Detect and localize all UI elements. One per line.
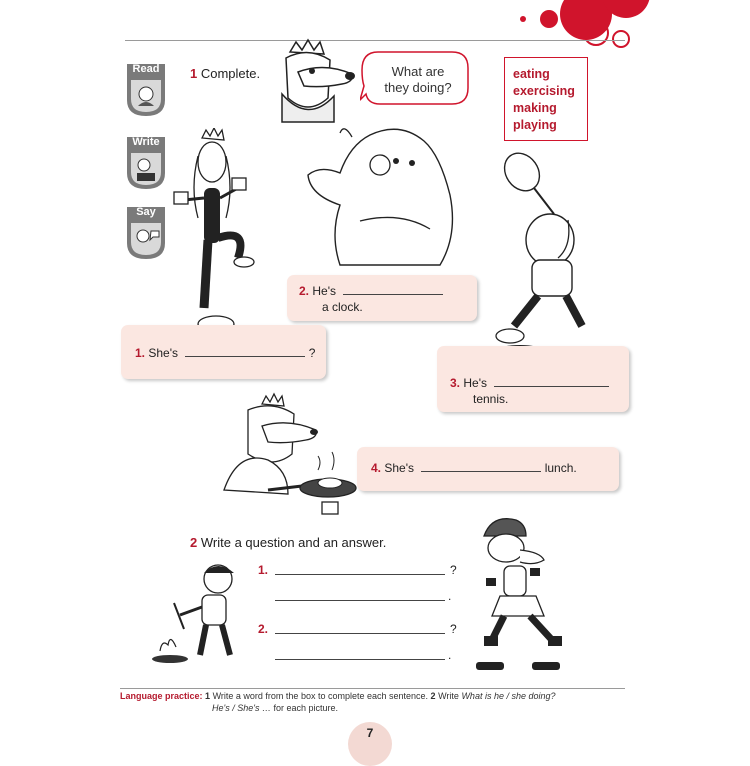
sentence-card-2 bbox=[287, 275, 477, 321]
answer-blank[interactable] bbox=[185, 355, 305, 357]
answer-line[interactable] bbox=[275, 600, 445, 601]
question-line[interactable] bbox=[275, 574, 445, 575]
word-box bbox=[504, 57, 588, 141]
exercise-1-title bbox=[190, 66, 260, 81]
skill-label: Write bbox=[132, 136, 160, 148]
footer-step-2-text: Write bbox=[438, 691, 459, 701]
sentence-card-3 bbox=[437, 346, 629, 412]
dog-with-crown-illustration bbox=[268, 38, 358, 128]
sentence-end: lunch. bbox=[544, 461, 577, 475]
speech-bubble bbox=[360, 50, 470, 113]
sentence-card-1 bbox=[121, 325, 326, 379]
footer-step-2-number: 2 bbox=[430, 691, 436, 701]
sentence-end: a clock. bbox=[322, 300, 363, 314]
answer-end: . bbox=[448, 648, 452, 662]
skill-label: Read bbox=[132, 63, 160, 75]
sentence-card-4 bbox=[357, 447, 619, 491]
girl-exercising-illustration bbox=[168, 128, 268, 343]
word-box-item: making bbox=[513, 101, 557, 115]
sentence-number: 3. bbox=[450, 376, 461, 390]
footer-step-1-text: Write a word from the box to complete each sentence. bbox=[212, 691, 429, 701]
circle-decoration bbox=[540, 10, 558, 28]
teacher-note bbox=[120, 690, 640, 714]
skill-label: Say bbox=[136, 206, 156, 218]
circle-decoration bbox=[583, 20, 609, 46]
circle-decoration bbox=[520, 16, 526, 22]
skill-badge-write bbox=[125, 135, 167, 191]
word-box-item: playing bbox=[513, 118, 557, 132]
footer-label: Language practice: bbox=[120, 691, 203, 701]
exercise-number: 2 bbox=[190, 535, 198, 550]
top-rule bbox=[125, 40, 625, 41]
boy-gardening-illustration bbox=[150, 555, 250, 670]
exercise-instruction: Complete. bbox=[200, 66, 261, 81]
dog-cooking-illustration bbox=[218, 390, 368, 525]
answer-blank[interactable] bbox=[421, 470, 541, 472]
question-end: ? bbox=[450, 622, 457, 636]
sentence-end: tennis. bbox=[473, 392, 509, 406]
bubble-line-1: What are bbox=[391, 64, 445, 79]
word-box-item: exercising bbox=[513, 84, 575, 98]
sentence-start: He's bbox=[312, 284, 336, 298]
question-end: ? bbox=[450, 563, 457, 577]
footer-rule bbox=[120, 688, 625, 689]
word-box-item: eating bbox=[513, 67, 550, 81]
answer-line[interactable] bbox=[275, 659, 445, 660]
exercise-instruction: Write a question and an answer. bbox=[200, 535, 387, 550]
answer-end: . bbox=[448, 589, 452, 603]
footer-step-2-end: for each picture. bbox=[273, 703, 339, 713]
page-number: 7 bbox=[348, 722, 392, 766]
sentence-number: 1. bbox=[135, 346, 146, 360]
sentence-start: She's bbox=[384, 461, 415, 475]
exercise-number: 1 bbox=[190, 66, 198, 81]
answer-blank[interactable] bbox=[494, 385, 609, 387]
question-line[interactable] bbox=[275, 633, 445, 634]
skill-badge-read bbox=[125, 62, 167, 118]
footer-step-1-number: 1 bbox=[205, 691, 211, 701]
bubble-line-2: they doing? bbox=[384, 80, 452, 95]
sentence-end: ? bbox=[308, 346, 316, 360]
sentence-start: He's bbox=[463, 376, 487, 390]
sentence-number: 2. bbox=[299, 284, 310, 298]
girl-rollerblading-illustration bbox=[470, 512, 570, 682]
sentence-start: She's bbox=[148, 346, 179, 360]
answer-blank[interactable] bbox=[343, 293, 443, 295]
exercise-2-title bbox=[190, 535, 386, 550]
boy-playing-tennis-illustration bbox=[480, 150, 610, 360]
bear-eating-clock-illustration bbox=[300, 125, 465, 270]
circle-decoration bbox=[612, 30, 630, 48]
item-number: 1. bbox=[258, 563, 269, 577]
skill-badge-say bbox=[125, 205, 167, 261]
sentence-number: 4. bbox=[371, 461, 382, 475]
footer-answer-pattern: He's / She's … bbox=[212, 703, 271, 713]
footer-question-pattern: What is he / she doing? bbox=[461, 691, 556, 701]
item-number: 2. bbox=[258, 622, 269, 636]
